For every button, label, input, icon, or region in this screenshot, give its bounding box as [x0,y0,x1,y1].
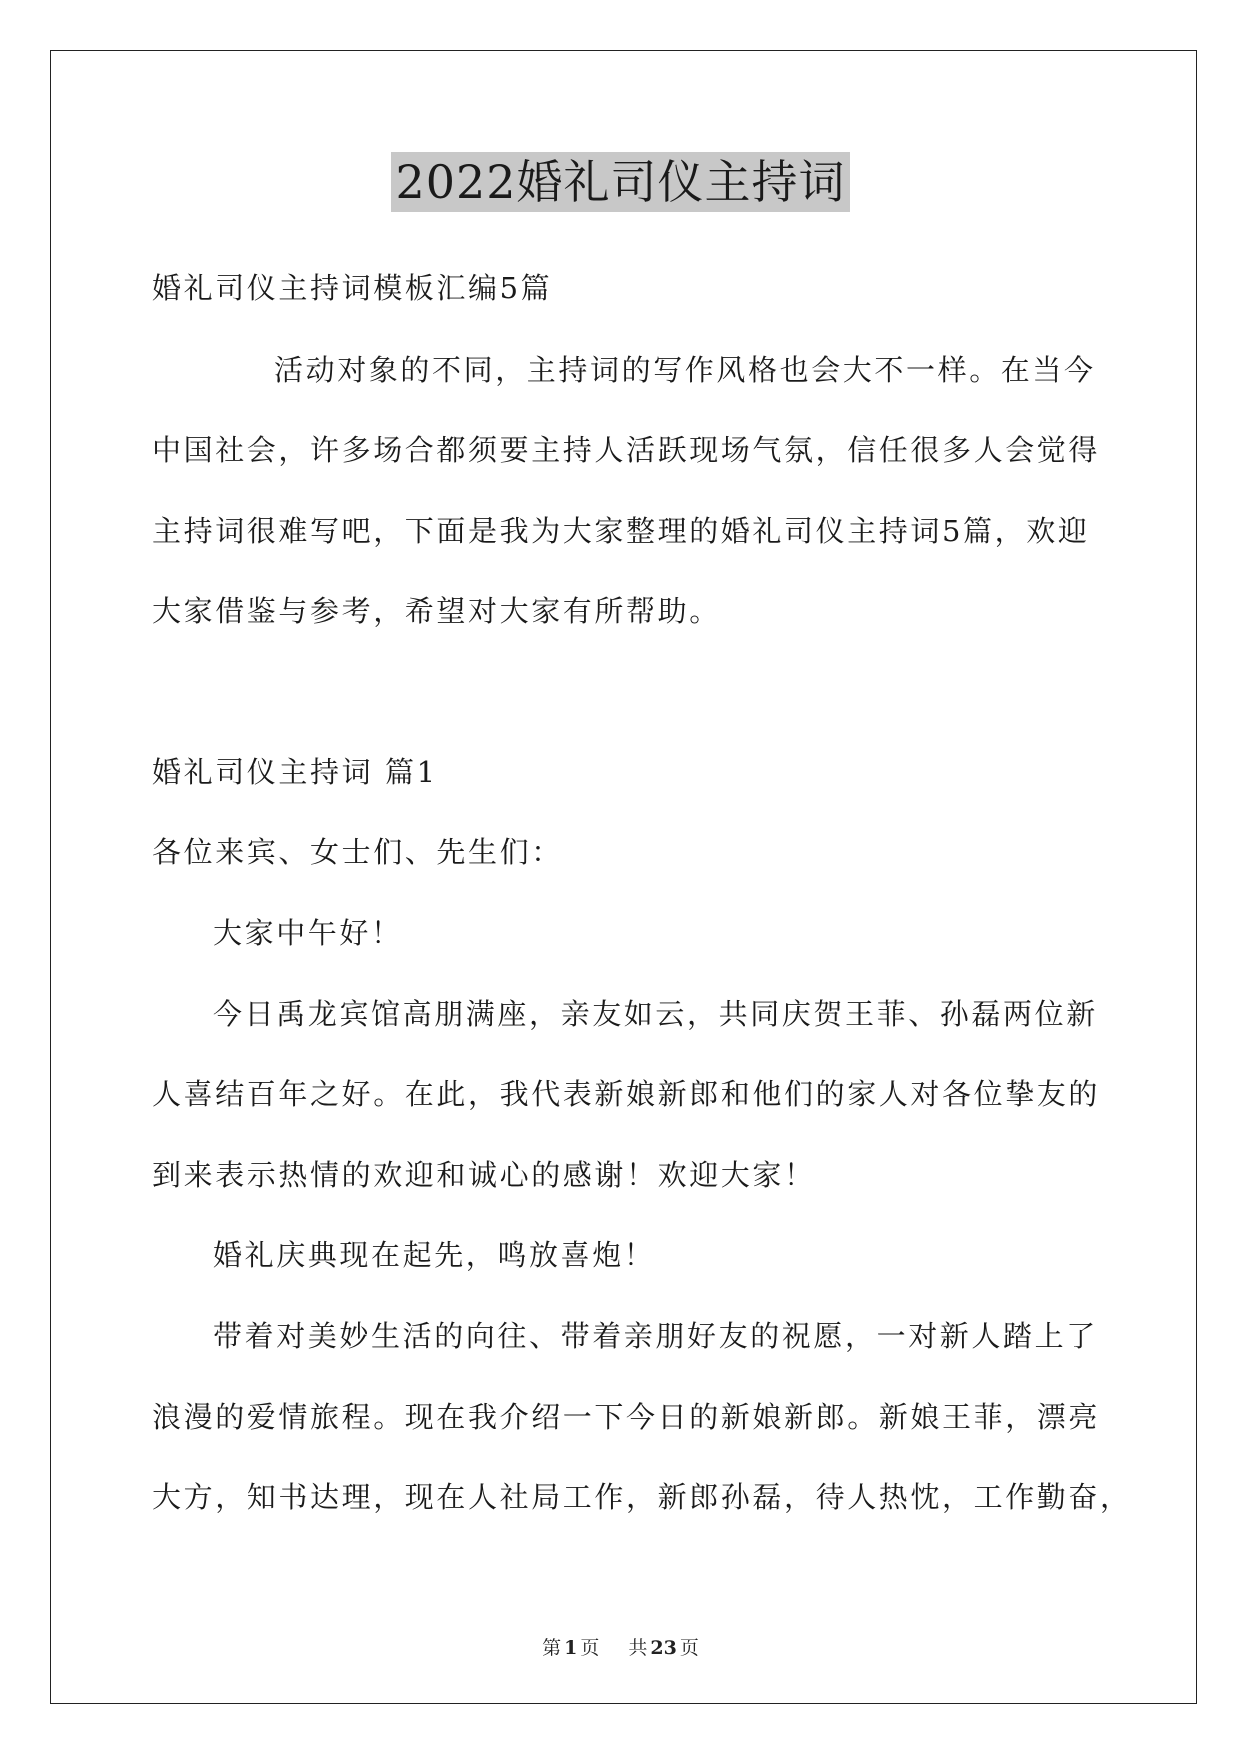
paragraph-line: 大方，知书达理，现在人社局工作，新郎孙磊，待人热忱，工作勤奋， [152,1480,1132,1514]
paragraph-line: 婚礼庆典现在起先，鸣放喜炮！ [213,1238,656,1272]
page-footer [0,1636,1241,1660]
page-number [539,1637,602,1659]
paragraph-line: 带着对美妙生活的向往、带着亲朋好友的祝愿，一对新人踏上了 [213,1319,1098,1353]
page-suffix: 页 [580,1637,600,1659]
paragraph-line: 浪漫的爱情旅程。现在我介绍一下今日的新娘新郎。新娘王菲，漂亮 [152,1400,1101,1434]
title-container [0,152,1241,212]
total-suffix: 页 [679,1637,699,1659]
total-pages: 23 [650,1637,677,1659]
current-page: 1 [564,1637,578,1659]
paragraph-line: 大家借鉴与参考，希望对大家有所帮助。 [152,594,721,628]
salutation-line: 各位来宾、女士们、先生们： [152,835,563,869]
subtitle-line: 婚礼司仪主持词模板汇编5篇 [152,271,553,305]
page-total [625,1637,701,1659]
paragraph-line: 主持词很难写吧，下面是我为大家整理的婚礼司仪主持词5篇，欢迎 [152,514,1090,548]
paragraph-line: 中国社会，许多场合都须要主持人活跃现场气氛，信任很多人会觉得 [152,433,1101,467]
section-heading: 婚礼司仪主持词 篇1 [152,755,438,789]
paragraph-line: 活动对象的不同，主持词的写作风格也会大不一样。在当今 [274,353,1096,387]
paragraph-line: 大家中午好！ [213,916,403,950]
total-prefix: 共 [628,1637,648,1659]
paragraph-line: 今日禹龙宾馆高朋满座，亲友如云，共同庆贺王菲、孙磊两位新 [213,997,1098,1031]
paragraph-line: 人喜结百年之好。在此，我代表新娘新郎和他们的家人对各位挚友的 [152,1077,1101,1111]
paragraph-line: 到来表示热情的欢迎和诚心的感谢！欢迎大家！ [152,1158,816,1192]
document-title: 2022婚礼司仪主持词 [391,152,849,212]
page-prefix: 第 [542,1637,562,1659]
